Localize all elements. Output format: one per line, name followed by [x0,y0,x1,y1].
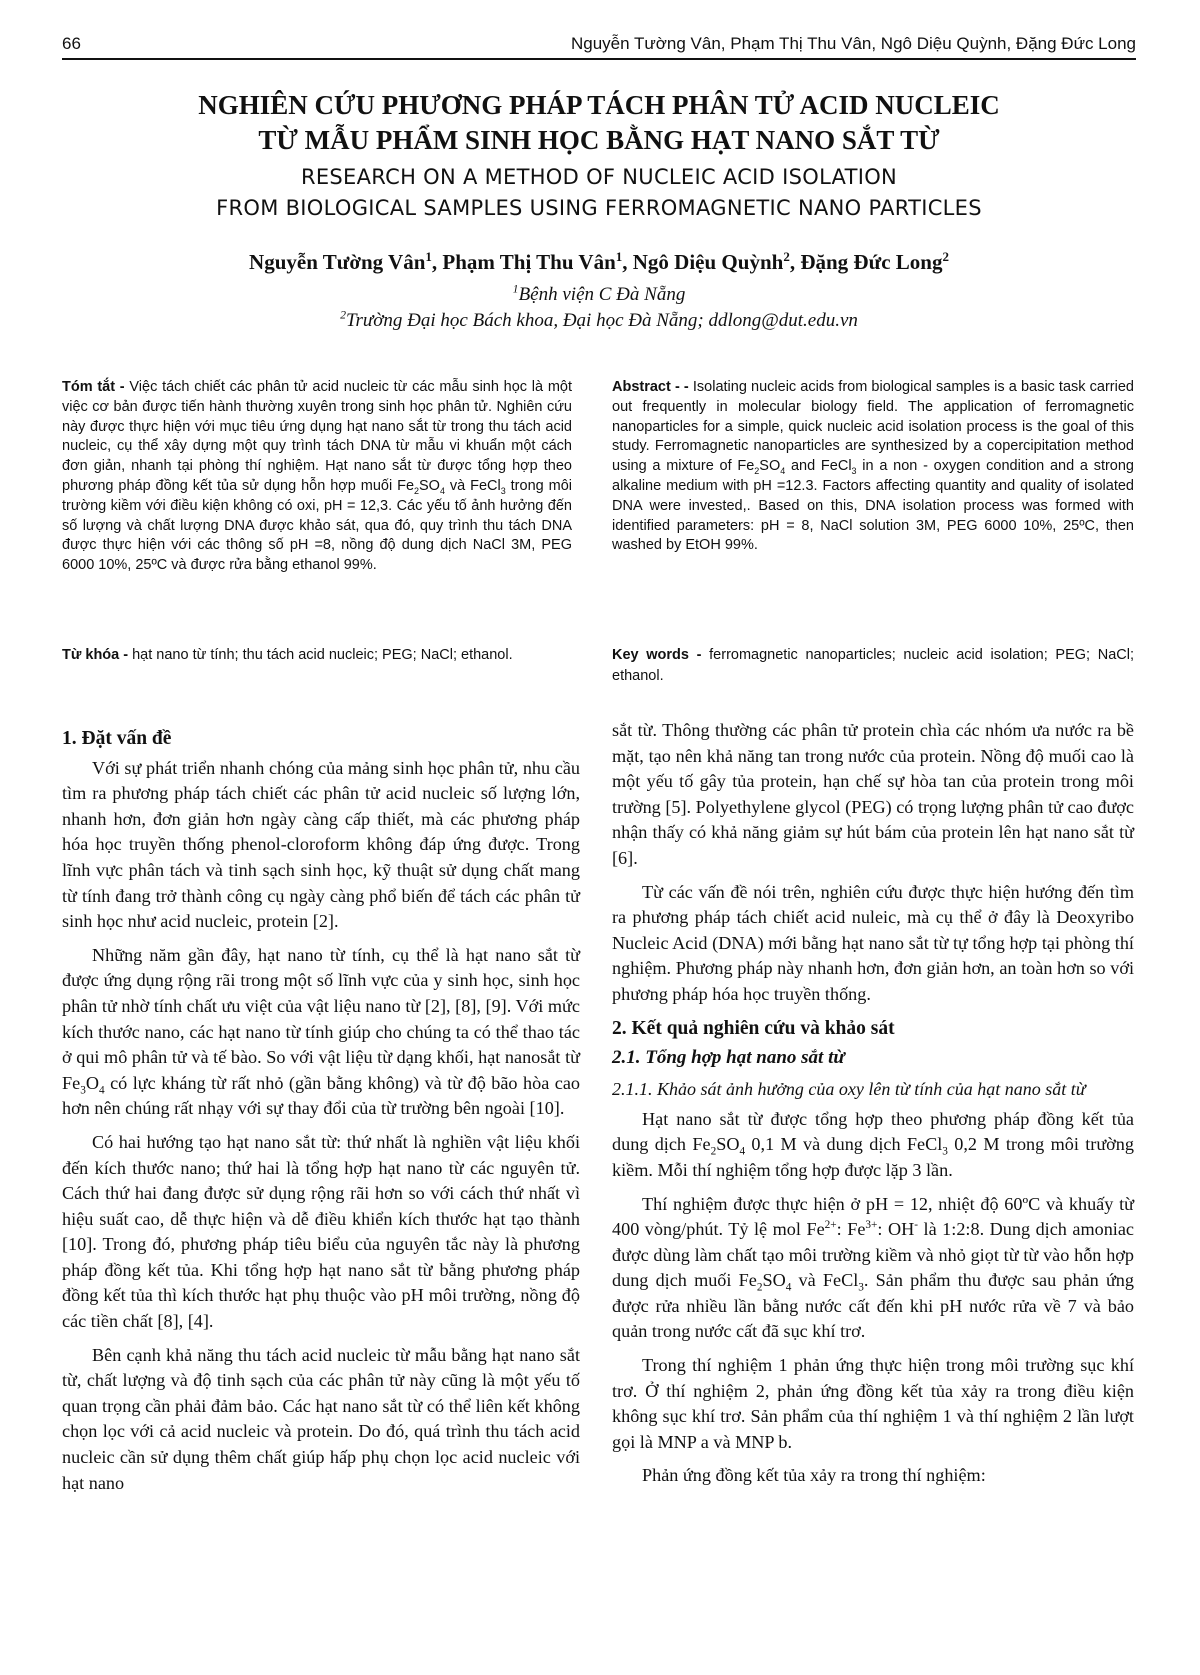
paragraph-continued: sắt từ. Thông thường các phân tử protein chìa các nhóm ưa nước ra bề mặt, tạo nên khả năng tan trong nước của protein. Nồng độ muối cao là một yếu tố gây tủa protein, hạn chế sự hòa tan của protein trong môi trường [5]. Polyethylene glycol (PEG) có trọng lượng phân tử cao được nhận thấy có khả năng giảm sự hút bám của protein lên hạt nano sắt từ [6]. [612,720,1134,868]
paragraph: Phản ứng đồng kết tủa xảy ra trong thí nghiệm: [642,1465,986,1486]
paragraph: Có hai hướng tạo hạt nano sắt từ: thứ nhất là nghiền vật liệu khối đến kích thước nano; thứ hai là tổng hợp hạt nano từ các nguyên tử. Cách thứ hai đang được sử dụng rộng rãi hơn so với cách thứ nhất vì hiệu suất cao, dễ thực hiện và dễ điều khiển kích thước hạt tạo thành [10]. Trong đó, phương pháp tiêu biểu của nguyên tắc này là phương pháp đồng kết tủa. Khi tổng hợp hạt nano sắt từ bằng phương pháp đồng kết tủa thì kích thước hạt phụ thuộc vào pH môi trường, nồng độ các tiền chất [8], [4]. [62,1131,580,1332]
subscript: 4 [98,1084,105,1097]
subscript: 4 [785,1281,792,1294]
affiliation-1-text: Bệnh viện C Đà Nẵng [518,284,686,305]
paragraph [62,943,580,1122]
running-authors: Nguyễn Tường Vân, Phạm Thị Thu Vân, Ngô Diệu Quỳnh, Đặng Đức Long [570,34,1136,53]
abstract-vietnamese [62,378,572,576]
abstract-vn-text: và FeCl [444,477,501,494]
subscript: 4 [739,1145,746,1158]
section-2-heading: 2. Kết quả nghiên cứu và khảo sát [612,1017,895,1039]
subscript: 4 [439,485,445,496]
paragraph: Bên cạnh khả năng thu tách acid nucleic từ mẫu bằng hạt nano sắt từ, chất lượng và độ tinh sạch của các phân tử này cũng là một yếu tố quan trọng cần phải đảm bảo. Các hạt nano sắt từ có thể liên kết không chọn lọc với cả acid nucleic và protein. Do đó, quá trình thu tách acid nucleic cần sử dụng thêm chất giúp hấp phụ chọn lọc acid nucleic với hạt nano [62,1344,580,1493]
running-header [62,32,1136,60]
keywords-vn-text: hạt nano từ tính; thu tách acid nucleic; PEG; NaCl; ethanol. [128,647,513,663]
subscript: 2 [754,466,760,477]
author-2: Phạm Thị Thu Vân [442,250,616,274]
title-vietnamese [62,88,1136,158]
abstract-vn-text: trong môi trường kiềm với điều kiện không có oxi, pH = 12,3. Các yếu tố ảnh hưởng đến số lượng và chất lượng DNA được khảo sát, qua đó, quy trình thu tách DNA được thực hiện với các thông số pH =8, nồng độ dung dịch NaCl 3M, PEG 6000 10%, 25ºC và được rửa bằng ethanol 99%. [62,477,572,574]
abstract-vn-text: SO [419,477,440,494]
affiliation-2 [62,310,1136,332]
paragraph-text: O [85,1072,99,1093]
title-vn-line-2: TỪ MẪU PHẨM SINH HỌC BẰNG HẠT NANO SẮT TỪ [258,125,940,155]
paragraph-text: : Fe [836,1219,866,1240]
paragraph-text: Thí nghiệm được thực hiện ở pH = 12, nhiệt độ 60ºC và khuấy từ 400 vòng/phút. Tỷ lệ mol Fe [612,1193,1134,1240]
paragraph-text: có lực kháng từ rất nhỏ (gần bằng không) và từ độ bão hòa cao hơn nên chúng rất nhạy với sự thay đổi của từ trường bên ngoài [10]. [62,1072,580,1119]
superscript: 2+ [824,1219,837,1232]
paragraph: Với sự phát triển nhanh chóng của mảng sinh học phân tử, nhu cầu tìm ra phương pháp tách chiết các phân tử acid nucleic số lượng lớn, nhanh hơn, đơn giản hơn ngày càng cấp thiết, mà các phương pháp hóa học truyền thống phenol-cloroform không đáp ứng được. Trong lĩnh vực phân tách và tinh sạch sinh học, kỹ thuật sử dụng chất mang từ tính đang trở thành công cụ ngày càng phổ biến để tách các phân tử sinh học như acid nucleic, protein [2]. [62,757,580,932]
affiliation-2-mark: 2 [340,308,346,322]
subscript: 3 [500,485,506,496]
paragraph-text: Hạt nano sắt từ được tổng hợp theo phương pháp đồng kết tủa dung dịch Fe [612,1108,1134,1155]
paragraph-text: SO [716,1134,740,1155]
abstract-vn-text: Việc tách chiết các phân tử acid nucleic từ các mẫu sinh học là một việc cơ bản được tiến hành thường xuyên trong sinh học phân tử. Nghiên cứu này được thực hiện với mục tiêu ứng dụng hạt nano sắt từ trong thu tách acid nucleic, cụ thể xây dựng một quy trình tách DNA từ mẫu vi khuẩn một cách đơn giản, nhanh tại phòng thí nghiệm. Hạt nano sắt từ được tổng hợp theo phương pháp đồng kết tủa sử dụng hỗn hợp muối Fe [62,379,572,494]
author-1-affil: 1 [425,249,432,264]
author-2-affil: 1 [615,249,623,264]
section-2-1-1-heading: 2.1.1. Khảo sát ảnh hưởng của oxy lên từ tính của hạt nano sắt từ [612,1078,1086,1099]
affiliation-2-text: Trường Đại học Bách khoa, Đại học Đà Nẵng; ddlong@dut.edu.vn [346,310,858,331]
affiliation-1 [62,284,1136,306]
affiliation-1-mark: 1 [512,282,519,296]
author-separator: , [789,250,801,274]
abstract-en-text: SO [759,458,781,475]
body-column-right [612,718,1134,1497]
title-vn-line-1: NGHIÊN CỨU PHƯƠNG PHÁP TÁCH PHÂN TỬ ACID NUCLEIC [198,90,1000,120]
author-separator: , [431,250,443,274]
author-1: Nguyễn Tường Vân [249,250,426,274]
paragraph: Từ các vấn đề nói trên, nghiên cứu được thực hiện hướng đến tìm ra phương pháp tách chiết acid nuleic, mà cụ thể ở đây là Deoxyribo Nucleic Acid (DNA) mới bằng hạt nano sắt từ tự tổng hợp tại phòng thí nghiệm. Phương pháp này nhanh hơn, đơn giản hơn, an toàn hơn so với phương pháp hóa học truyền thống. [612,881,1134,1004]
author-separator: , [622,250,633,274]
keywords-english [612,645,1134,687]
abstract-en-label: Abstract - - [612,379,689,395]
abstract-en-text: in a non - oxygen condition and a strong alkaline medium with pH =12.3. Factors affecting quantity and quality of isolated DNA were invested,. Based on this, DNA isolation process was formed with identified parameters: pH = 8, NaCl solution 3M, PEG 6000 10%, 25ºC, then washed by EtOH 99%. [612,458,1134,554]
paragraph-text: là 1:2:8. Dung dịch amoniac được dùng làm chất tạo môi trường kiềm và nhỏ giọt từ từ vào hỗn hợp dung dịch muối Fe [612,1219,1134,1291]
section-2-1-heading: 2.1. Tổng hợp hạt nano sắt từ [612,1047,845,1069]
author-3: Ngô Diệu Quỳnh [632,250,784,274]
paragraph [612,1107,1134,1184]
author-list [62,250,1136,275]
subscript: 3 [858,1281,864,1294]
subscript: 3 [80,1084,86,1097]
keywords-vietnamese [62,645,572,666]
author-4: Đặng Đức Long [800,250,943,274]
keywords-en-label: Key words - [612,647,702,663]
paragraph-text: 0,2 M trong môi trường kiềm. Mỗi thí nghiệm tổng hợp được lặp 3 lần. [612,1134,1134,1180]
superscript: - [914,1219,919,1232]
abstract-vn-label: Tóm tắt - [62,379,125,395]
subscript: 2 [710,1145,717,1158]
subscript: 2 [756,1281,763,1294]
body-column-left [62,718,580,1504]
subscript: 3 [851,466,857,477]
author-4-affil: 2 [942,249,949,264]
paragraph-text: : OH [877,1219,915,1240]
paragraph: Trong thí nghiệm 1 phản ứng thực hiện trong môi trường sục khí trơ. Ở thí nghiệm 2, phản ứng đồng kết tủa xảy ra trong điều kiện không sục khí trơ. Sản phẩm của thí nghiệm 1 và thí nghiệm 2 lần lượt gọi là MNP a và MNP b. [612,1355,1134,1452]
superscript: 3+ [865,1219,878,1232]
page-number: 66 [62,34,81,53]
abstract-en-text: Isolating nucleic acids from biological samples is a basic task carried out frequently in molecular biology field. The application of ferromagnetic nanoparticles for a simple, quick nucleic acid isolation process is the goal of this study. Ferromagnetic nanoparticles are synthesized by a copercipitation method using a mixture of Fe [612,379,1134,475]
subscript: 4 [780,466,786,477]
section-1-heading: 1. Đặt vấn đề [62,728,172,749]
paragraph-text: 0,1 M và dung dịch FeCl [745,1134,943,1155]
title-english [62,162,1136,224]
subscript: 2 [414,485,420,496]
paragraph-text: Những năm gần đây, hạt nano từ tính, cụ thể là hạt nano sắt từ được ứng dụng rộng rãi trong một số lĩnh vực của y sinh học, sinh học phân tử nhờ tính chất ưu việt của vật liệu nano từ [2], [8], [9]. Với mức kích thước nano, các hạt nano từ tính giúp cho chúng ta có thể thao tác ở qui mô phân tử và tế bào. So với vật liệu từ dạng khối, hạt nanosắt từ Fe [62,944,580,1093]
subscript: 3 [942,1145,948,1158]
title-en-line-2: FROM BIOLOGICAL SAMPLES USING FERROMAGNETIC NANO PARTICLES [216,196,982,220]
paragraph-text: SO [762,1270,786,1291]
paragraph [612,1192,1134,1346]
paragraph-text: . Sản phẩm thu được sau phản ứng được rửa nhiều lần bằng nước cất đến khi pH nước rửa về 7 và bảo quản trong nước cất đã sục khí trơ. [612,1270,1134,1342]
author-3-affil: 2 [783,249,790,264]
keywords-en-text: ferromagnetic nanoparticles; nucleic acid isolation; PEG; NaCl; ethanol. [612,647,1135,684]
abstract-english [612,378,1134,556]
title-en-line-1: RESEARCH ON A METHOD OF NUCLEIC ACID ISOLATION [300,165,898,189]
keywords-vn-label: Từ khóa - [62,647,129,663]
paragraph-text: và FeCl [791,1270,859,1291]
abstract-en-text: and FeCl [785,458,852,475]
